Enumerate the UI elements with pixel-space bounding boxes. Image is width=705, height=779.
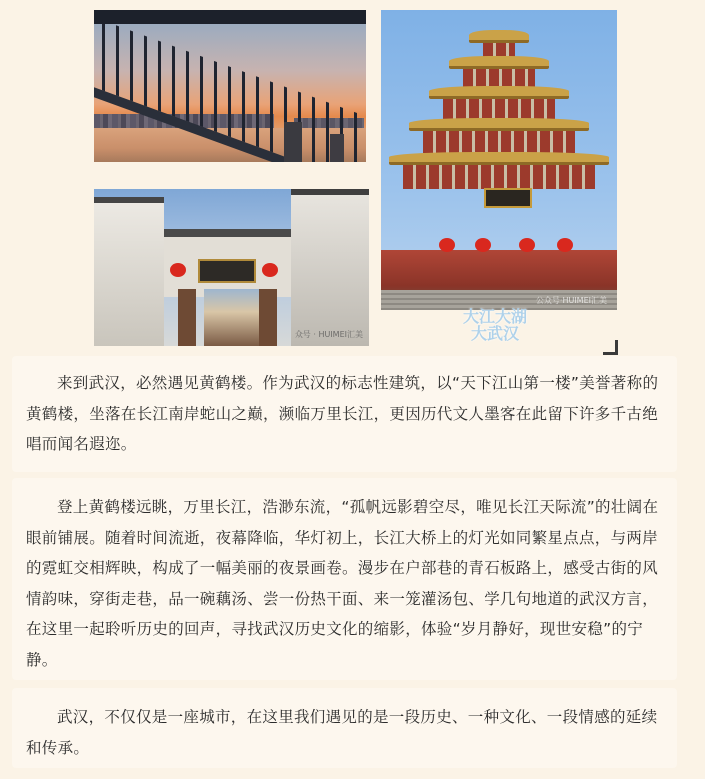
tower-tier (409, 118, 589, 153)
lantern (519, 238, 535, 252)
tower-tier (469, 30, 529, 59)
tower-tier (389, 152, 609, 189)
gate-pillar (259, 289, 277, 346)
lantern (475, 238, 491, 252)
lantern (262, 263, 278, 277)
tower-watermark: 公众号·HUIMEI汇美 (535, 296, 607, 305)
bridge-pier (330, 134, 344, 162)
yellow-crane-tower-photo (381, 10, 617, 310)
lantern (170, 263, 186, 277)
photo-caption (445, 308, 545, 342)
alley-left-wall (94, 197, 164, 346)
caption-line-2: 大武汉 (470, 324, 519, 343)
alley-gate-sign (198, 259, 256, 283)
bridge-pier (284, 122, 302, 162)
gate-pillar (178, 289, 196, 346)
hubu-alley-photo (94, 189, 369, 346)
bridge-deck (94, 10, 366, 24)
tower-tier (449, 56, 549, 87)
caption-line-1: 大江大湖 (462, 307, 527, 326)
corner-bracket-decoration (603, 340, 618, 355)
alley-street (204, 289, 259, 346)
bridge-photo (94, 10, 366, 162)
alley-right-wall (291, 189, 369, 346)
paragraph-1: 来到武汉，必然遇见黄鹤楼。作为武汉的标志性建筑，以“天下江山第一楼”美誉著称的黄鹤楼，坐落在长江南岸蛇山之巅，濒临万里长江，更因历代文人墨客在此留下许多千古绝唱而闻名遐迩。 (12, 356, 677, 472)
tower-tier (429, 86, 569, 119)
alley-watermark: 众号 · HUIMEI汇美 (294, 330, 363, 339)
lantern (439, 238, 455, 252)
paragraph-2: 登上黄鹤楼远眺，万里长江，浩渺东流，“孤帆远影碧空尽，唯见长江天际流”的壮阔在眼前铺展。随着时间流逝，夜幕降临，华灯初上，长江大桥上的灯光如同繁星点点，与两岸的霓虹交相辉映，构成了一幅美丽的夜景画卷。漫步在户部巷的青石板路上，感受古街的风情韵味，穿街走巷，品一碗藕汤、尝一份热干面、来一笼灌汤包、学几句地道的武汉方言，在这里一起聆听历史的回声，寻找武汉历史文化的缩影，体验“岁月静好，现世安稳”的宁静。 (12, 478, 677, 680)
tower-plaque (484, 188, 532, 208)
lantern (557, 238, 573, 252)
paragraph-3: 武汉，不仅仅是一座城市，在这里我们遇见的是一段历史、一种文化、一段情感的延续和传承。 (12, 688, 677, 768)
